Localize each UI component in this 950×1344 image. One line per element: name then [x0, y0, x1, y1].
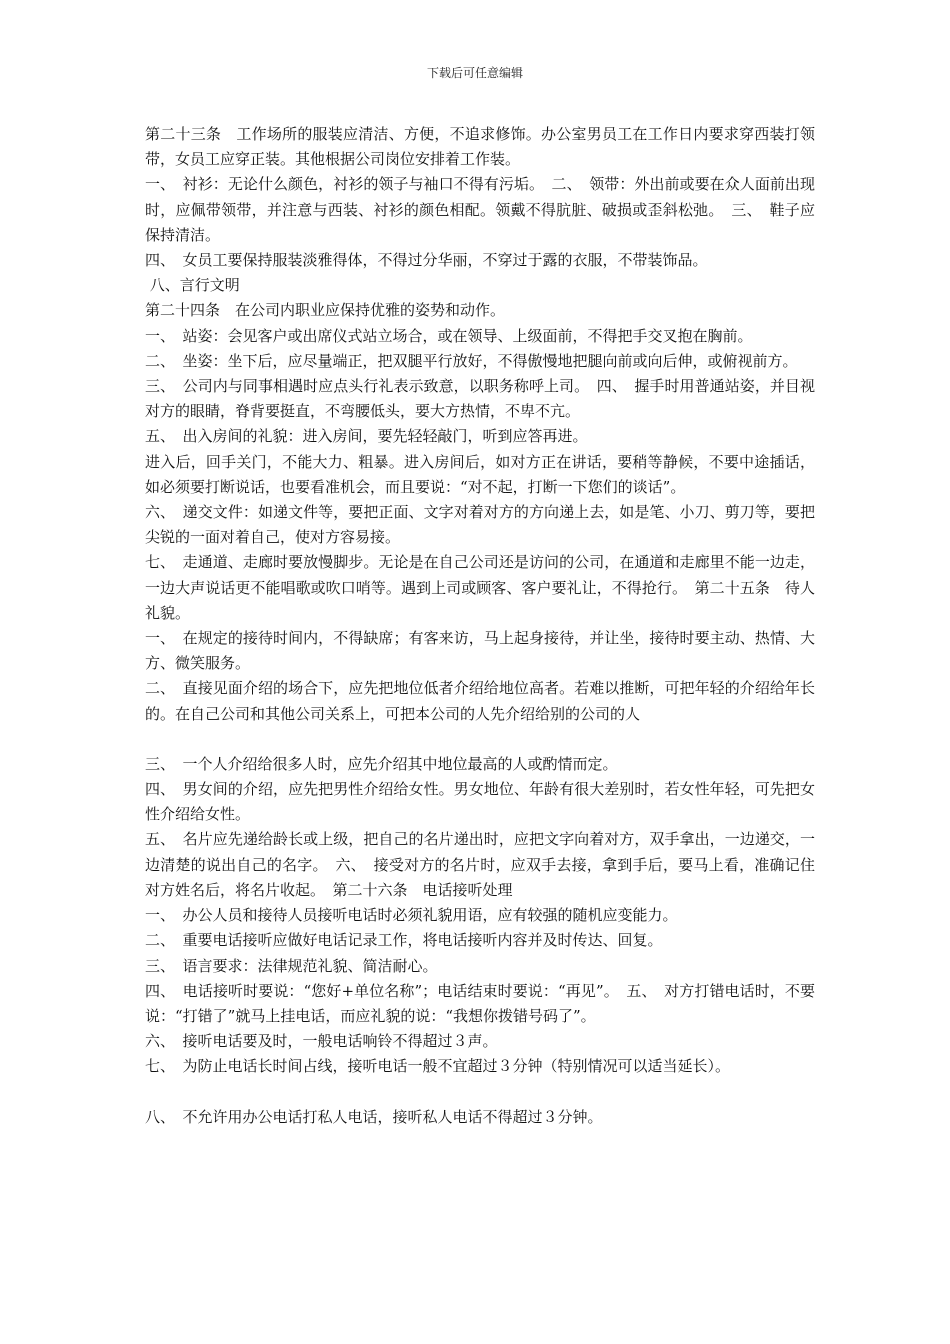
section-heading-8: 八、言行文明	[145, 276, 240, 295]
introductions: 二、 直接见面介绍的场合下，应先把地位低者介绍给地位高者。若难以推断，可把年轻的介绍给年长的。在自己公司和其他公司关系上，可把本公司的人先介绍给别的公司的人	[145, 679, 815, 723]
phone-timeliness: 六、 接听电话要及时，一般电话响铃不得超过３声。	[145, 1032, 498, 1051]
room-entry: 五、 出入房间的礼貌：进入房间，要先轻轻敲门，听到应答再进。	[145, 427, 588, 446]
paragraph-gap	[145, 1080, 815, 1105]
standing-posture: 一、 站姿：会见客户或出席仪式站立场合，或在领导、上级面前，不得把手交叉抱在胸前。	[145, 326, 753, 345]
article-23: 第二十三条 工作场所的服装应清洁、方便，不追求修饰。办公室男员工在工作日内要求穿西装打领带，女员工应穿正装。其他根据公司岗位安排着工作装。	[145, 125, 815, 169]
business-cards: 五、 名片应先递给龄长或上级，把自己的名片递出时，应把文字向着对方，双手拿出，一边递交，一边清楚的说出自己的名字。 六、 接受对方的名片时，应双手去接，拿到手后，要马上看，准确记住对方姓名后，将名片收起。 第二十六条 电话接听处理	[145, 830, 815, 899]
handing-documents: 六、 递交文件：如递文件等，要把正面、文字对着对方的方向递上去，如是笔、小刀、剪刀等，要把尖锐的一面对着自己，使对方容易接。	[145, 503, 815, 547]
phone-duration: 七、 为防止电话长时间占线，接听电话一般不宜超过３分钟（特别情况可以适当延长）。	[145, 1057, 731, 1076]
walking-corridors: 七、 走通道、走廊时要放慢脚步。无论是在自己公司还是访问的公司，在通道和走廊里不能一边走，一边大声说话更不能唱歌或吹口哨等。遇到上司或顾客、客户要礼让，不得抢行。 第二十五条 待人礼貌。	[145, 553, 815, 622]
phone-records: 二、 重要电话接听应做好电话记录工作，将电话接听内容并及时传达、回复。	[145, 931, 663, 950]
reception: 一、 在规定的接待时间内，不得缺席；有客来访，马上起身接待，并让坐，接待时要主动、热情、大方、微笑服务。	[145, 629, 815, 673]
sitting-posture: 二、 坐姿：坐下后，应尽量端正，把双腿平行放好，不得傲慢地把腿向前或向后伸，或俯视前方。	[145, 351, 798, 370]
room-entry-detail: 进入后，回手关门，不能大力、粗暴。进入房间后，如对方正在讲话，要稍等静候，不要中途插话，如必须要打断说话，也要看准机会，而且要说：“对不起，打断一下您们的谈话”。	[145, 452, 815, 496]
private-calls: 八、 不允许用办公电话打私人电话，接听私人电话不得超过３分钟。	[145, 1107, 603, 1126]
group-introductions: 三、 一个人介绍给很多人时，应先介绍其中地位最高的人或酌情而定。	[145, 754, 618, 773]
shirt-tie-shoes: 一、 衬衫：无论什么颜色，衬衫的领子与袖口不得有污垢。 二、 领带：外出前或要在众人面前出现时，应佩带领带，并注意与西装、衬衫的颜色相配。领戴不得肮脏、破损或歪斜松弛。 三、 鞋子应保持清洁。	[145, 175, 815, 244]
article-24: 第二十四条 在公司内职业应保持优雅的姿势和动作。	[145, 301, 506, 320]
page-header: 下载后可任意编辑	[426, 66, 523, 80]
female-attire: 四、 女员工要保持服装淡雅得体，不得过分华丽，不穿过于露的衣服，不带装饰品。	[145, 251, 708, 270]
phone-etiquette: 一、 办公人员和接待人员接听电话时必须礼貌用语，应有较强的随机应变能力。	[145, 906, 678, 925]
document-body	[145, 122, 815, 1130]
paragraph-gap	[145, 727, 815, 752]
phone-phrases: 四、 电话接听时要说：“您好+单位名称”；电话结束时要说：“再见”。 五、 对方打错电话时，不要说：“打错了”就马上挂电话，而应礼貌的说：“我想你拨错号码了”。	[145, 981, 815, 1025]
greeting-handshake: 三、 公司内与同事相遇时应点头行礼表示致意，以职务称呼上司。 四、 握手时用普通站姿，并目视对方的眼睛，脊背要挺直，不弯腰低头，要大方热情，不卑不亢。	[145, 377, 815, 421]
language-requirements: 三、 语言要求：法律规范礼貌、简洁耐心。	[145, 956, 438, 975]
gender-introductions: 四、 男女间的介绍，应先把男性介绍给女性。男女地位、年龄有很大差别时，若女性年轻，可先把女性介绍给女性。	[145, 780, 815, 824]
